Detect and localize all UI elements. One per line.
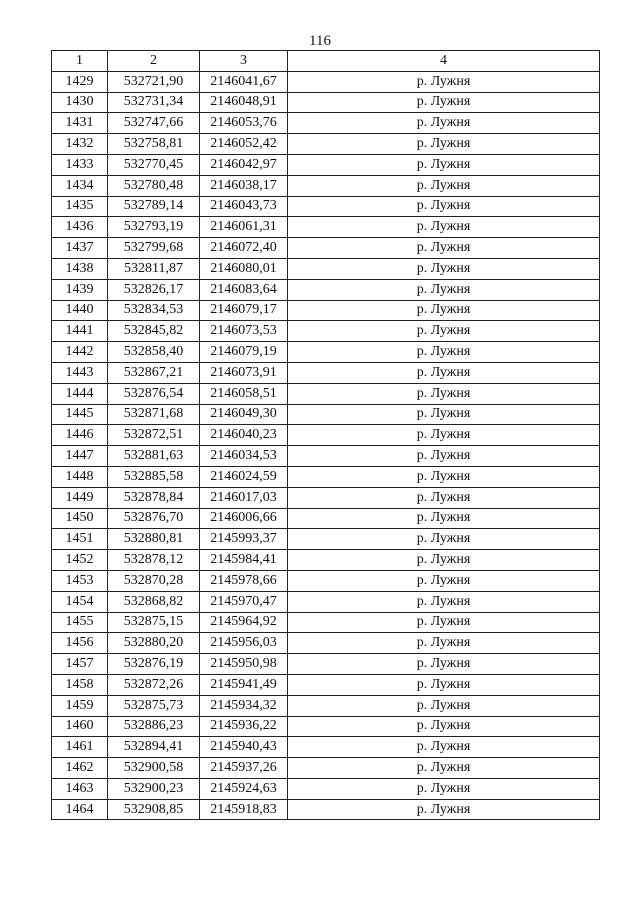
y-coordinate-cell: 2145956,03 — [200, 633, 288, 654]
y-coordinate-cell: 2146083,64 — [200, 279, 288, 300]
x-coordinate-cell: 532908,85 — [108, 799, 200, 820]
x-coordinate-cell: 532858,40 — [108, 342, 200, 363]
x-coordinate-cell: 532758,81 — [108, 134, 200, 155]
coordinates-table — [51, 50, 600, 820]
x-coordinate-cell: 532871,68 — [108, 404, 200, 425]
description-cell: р. Лужня — [288, 570, 600, 591]
y-coordinate-cell: 2146040,23 — [200, 425, 288, 446]
x-coordinate-cell: 532868,82 — [108, 591, 200, 612]
description-cell: р. Лужня — [288, 342, 600, 363]
point-number-cell: 1436 — [52, 217, 108, 238]
table-header-row — [52, 51, 600, 72]
column-header-1: 1 — [52, 51, 108, 72]
table-row — [52, 508, 600, 529]
point-number-cell: 1430 — [52, 92, 108, 113]
table-row — [52, 695, 600, 716]
y-coordinate-cell: 2146052,42 — [200, 134, 288, 155]
description-cell: р. Лужня — [288, 321, 600, 342]
table-row — [52, 383, 600, 404]
table-row — [52, 196, 600, 217]
x-coordinate-cell: 532747,66 — [108, 113, 200, 134]
x-coordinate-cell: 532872,26 — [108, 674, 200, 695]
point-number-cell: 1439 — [52, 279, 108, 300]
table-row — [52, 633, 600, 654]
point-number-cell: 1460 — [52, 716, 108, 737]
y-coordinate-cell: 2145978,66 — [200, 570, 288, 591]
description-cell: р. Лужня — [288, 778, 600, 799]
table-row — [52, 321, 600, 342]
point-number-cell: 1434 — [52, 175, 108, 196]
point-number-cell: 1462 — [52, 758, 108, 779]
description-cell: р. Лужня — [288, 695, 600, 716]
description-cell: р. Лужня — [288, 446, 600, 467]
description-cell: р. Лужня — [288, 154, 600, 175]
y-coordinate-cell: 2146042,97 — [200, 154, 288, 175]
description-cell: р. Лужня — [288, 529, 600, 550]
y-coordinate-cell: 2146073,91 — [200, 362, 288, 383]
table-row — [52, 466, 600, 487]
table-row — [52, 175, 600, 196]
description-cell: р. Лужня — [288, 612, 600, 633]
point-number-cell: 1429 — [52, 71, 108, 92]
table-row — [52, 92, 600, 113]
point-number-cell: 1441 — [52, 321, 108, 342]
y-coordinate-cell: 2145936,22 — [200, 716, 288, 737]
x-coordinate-cell: 532876,19 — [108, 654, 200, 675]
point-number-cell: 1457 — [52, 654, 108, 675]
description-cell: р. Лужня — [288, 134, 600, 155]
y-coordinate-cell: 2145937,26 — [200, 758, 288, 779]
table-row — [52, 238, 600, 259]
y-coordinate-cell: 2146061,31 — [200, 217, 288, 238]
y-coordinate-cell: 2146073,53 — [200, 321, 288, 342]
description-cell: р. Лужня — [288, 508, 600, 529]
point-number-cell: 1455 — [52, 612, 108, 633]
point-number-cell: 1451 — [52, 529, 108, 550]
x-coordinate-cell: 532881,63 — [108, 446, 200, 467]
y-coordinate-cell: 2146080,01 — [200, 258, 288, 279]
description-cell: р. Лужня — [288, 425, 600, 446]
point-number-cell: 1442 — [52, 342, 108, 363]
x-coordinate-cell: 532900,58 — [108, 758, 200, 779]
y-coordinate-cell: 2146038,17 — [200, 175, 288, 196]
x-coordinate-cell: 532876,54 — [108, 383, 200, 404]
point-number-cell: 1459 — [52, 695, 108, 716]
x-coordinate-cell: 532880,20 — [108, 633, 200, 654]
table-row — [52, 279, 600, 300]
y-coordinate-cell: 2145970,47 — [200, 591, 288, 612]
point-number-cell: 1449 — [52, 487, 108, 508]
description-cell: р. Лужня — [288, 550, 600, 571]
x-coordinate-cell: 532845,82 — [108, 321, 200, 342]
column-header-3: 3 — [200, 51, 288, 72]
description-cell: р. Лужня — [288, 279, 600, 300]
description-cell: р. Лужня — [288, 258, 600, 279]
table-row — [52, 362, 600, 383]
x-coordinate-cell: 532770,45 — [108, 154, 200, 175]
y-coordinate-cell: 2146058,51 — [200, 383, 288, 404]
x-coordinate-cell: 532886,23 — [108, 716, 200, 737]
table-row — [52, 612, 600, 633]
y-coordinate-cell: 2145918,83 — [200, 799, 288, 820]
y-coordinate-cell: 2145934,32 — [200, 695, 288, 716]
y-coordinate-cell: 2145984,41 — [200, 550, 288, 571]
table-row — [52, 446, 600, 467]
y-coordinate-cell: 2146048,91 — [200, 92, 288, 113]
table-row — [52, 570, 600, 591]
table-row — [52, 258, 600, 279]
point-number-cell: 1464 — [52, 799, 108, 820]
table-row — [52, 217, 600, 238]
column-header-4: 4 — [288, 51, 600, 72]
table-row — [52, 716, 600, 737]
description-cell: р. Лужня — [288, 383, 600, 404]
y-coordinate-cell: 2146079,17 — [200, 300, 288, 321]
description-cell: р. Лужня — [288, 404, 600, 425]
table-row — [52, 134, 600, 155]
x-coordinate-cell: 532894,41 — [108, 737, 200, 758]
y-coordinate-cell: 2146006,66 — [200, 508, 288, 529]
y-coordinate-cell: 2146072,40 — [200, 238, 288, 259]
description-cell: р. Лужня — [288, 175, 600, 196]
x-coordinate-cell: 532780,48 — [108, 175, 200, 196]
point-number-cell: 1450 — [52, 508, 108, 529]
description-cell: р. Лужня — [288, 71, 600, 92]
description-cell: р. Лужня — [288, 674, 600, 695]
x-coordinate-cell: 532878,12 — [108, 550, 200, 571]
x-coordinate-cell: 532793,19 — [108, 217, 200, 238]
y-coordinate-cell: 2146017,03 — [200, 487, 288, 508]
y-coordinate-cell: 2146024,59 — [200, 466, 288, 487]
table-row — [52, 674, 600, 695]
x-coordinate-cell: 532885,58 — [108, 466, 200, 487]
point-number-cell: 1461 — [52, 737, 108, 758]
description-cell: р. Лужня — [288, 92, 600, 113]
table-row — [52, 425, 600, 446]
y-coordinate-cell: 2145993,37 — [200, 529, 288, 550]
point-number-cell: 1447 — [52, 446, 108, 467]
point-number-cell: 1440 — [52, 300, 108, 321]
x-coordinate-cell: 532721,90 — [108, 71, 200, 92]
x-coordinate-cell: 532799,68 — [108, 238, 200, 259]
description-cell: р. Лужня — [288, 487, 600, 508]
table-row — [52, 404, 600, 425]
y-coordinate-cell: 2145941,49 — [200, 674, 288, 695]
point-number-cell: 1432 — [52, 134, 108, 155]
description-cell: р. Лужня — [288, 113, 600, 134]
y-coordinate-cell: 2146034,53 — [200, 446, 288, 467]
column-header-2: 2 — [108, 51, 200, 72]
table-row — [52, 654, 600, 675]
y-coordinate-cell: 2145950,98 — [200, 654, 288, 675]
description-cell: р. Лужня — [288, 238, 600, 259]
x-coordinate-cell: 532811,87 — [108, 258, 200, 279]
description-cell: р. Лужня — [288, 799, 600, 820]
page-number: 116 — [309, 33, 331, 49]
table-row — [52, 342, 600, 363]
x-coordinate-cell: 532878,84 — [108, 487, 200, 508]
x-coordinate-cell: 532872,51 — [108, 425, 200, 446]
table-row — [52, 778, 600, 799]
table-row — [52, 550, 600, 571]
point-number-cell: 1456 — [52, 633, 108, 654]
point-number-cell: 1433 — [52, 154, 108, 175]
point-number-cell: 1446 — [52, 425, 108, 446]
x-coordinate-cell: 532731,34 — [108, 92, 200, 113]
point-number-cell: 1435 — [52, 196, 108, 217]
table-row — [52, 737, 600, 758]
point-number-cell: 1453 — [52, 570, 108, 591]
x-coordinate-cell: 532875,15 — [108, 612, 200, 633]
table-row — [52, 154, 600, 175]
point-number-cell: 1437 — [52, 238, 108, 259]
x-coordinate-cell: 532900,23 — [108, 778, 200, 799]
table-row — [52, 758, 600, 779]
y-coordinate-cell: 2146043,73 — [200, 196, 288, 217]
point-number-cell: 1443 — [52, 362, 108, 383]
description-cell: р. Лужня — [288, 654, 600, 675]
x-coordinate-cell: 532834,53 — [108, 300, 200, 321]
table-row — [52, 487, 600, 508]
point-number-cell: 1448 — [52, 466, 108, 487]
table-row — [52, 300, 600, 321]
description-cell: р. Лужня — [288, 466, 600, 487]
table-row — [52, 799, 600, 820]
point-number-cell: 1444 — [52, 383, 108, 404]
x-coordinate-cell: 532876,70 — [108, 508, 200, 529]
point-number-cell: 1454 — [52, 591, 108, 612]
x-coordinate-cell: 532826,17 — [108, 279, 200, 300]
y-coordinate-cell: 2146053,76 — [200, 113, 288, 134]
description-cell: р. Лужня — [288, 633, 600, 654]
x-coordinate-cell: 532875,73 — [108, 695, 200, 716]
table-row — [52, 591, 600, 612]
y-coordinate-cell: 2146079,19 — [200, 342, 288, 363]
point-number-cell: 1452 — [52, 550, 108, 571]
description-cell: р. Лужня — [288, 737, 600, 758]
table-row — [52, 113, 600, 134]
table-row — [52, 71, 600, 92]
point-number-cell: 1431 — [52, 113, 108, 134]
description-cell: р. Лужня — [288, 300, 600, 321]
x-coordinate-cell: 532789,14 — [108, 196, 200, 217]
x-coordinate-cell: 532880,81 — [108, 529, 200, 550]
point-number-cell: 1463 — [52, 778, 108, 799]
point-number-cell: 1445 — [52, 404, 108, 425]
description-cell: р. Лужня — [288, 758, 600, 779]
y-coordinate-cell: 2146049,30 — [200, 404, 288, 425]
x-coordinate-cell: 532870,28 — [108, 570, 200, 591]
description-cell: р. Лужня — [288, 196, 600, 217]
description-cell: р. Лужня — [288, 217, 600, 238]
y-coordinate-cell: 2145964,92 — [200, 612, 288, 633]
point-number-cell: 1438 — [52, 258, 108, 279]
y-coordinate-cell: 2145940,43 — [200, 737, 288, 758]
x-coordinate-cell: 532867,21 — [108, 362, 200, 383]
table-row — [52, 529, 600, 550]
y-coordinate-cell: 2146041,67 — [200, 71, 288, 92]
point-number-cell: 1458 — [52, 674, 108, 695]
description-cell: р. Лужня — [288, 591, 600, 612]
description-cell: р. Лужня — [288, 716, 600, 737]
y-coordinate-cell: 2145924,63 — [200, 778, 288, 799]
description-cell: р. Лужня — [288, 362, 600, 383]
